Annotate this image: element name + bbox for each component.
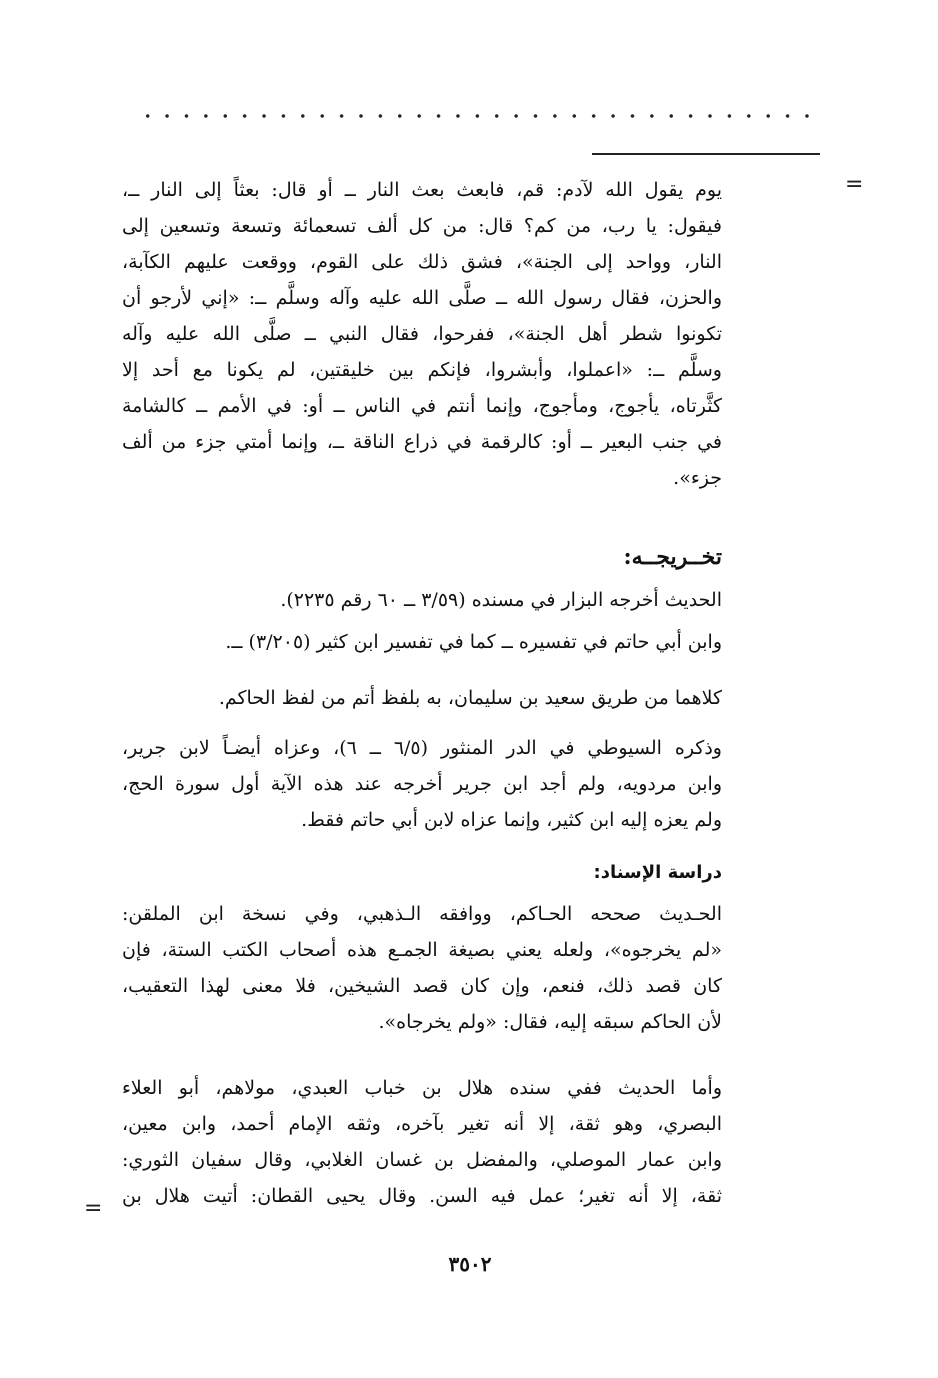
text-line: وابن أبي حاتم في تفسيره ــ كما في تفسير ابن كثير (٣/٢٠٥) ــ. [225, 631, 722, 653]
footnote-rule [592, 153, 820, 155]
text-line: الحـديث صححه الحـاكم، ووافقه الـذهبي، وفي نسخة ابن الملقن: [122, 903, 722, 925]
takhrij-heading: تخــريجــه: [623, 544, 722, 570]
text-line: وابن مردويه، ولم أجد ابن جرير أخرجه عند هذه الآية أول سورة الحج، [122, 773, 722, 795]
text-line: كلاهما من طريق سعيد بن سليمان، به بلفظ أتم من لفظ الحاكم. [218, 687, 722, 709]
text-line: في جنب البعير ــ أو: كالرقمة في ذراع الناقة ــ، وإنما أمتي جزء من ألف [122, 431, 722, 453]
text-line: والحزن، فقال رسول الله ــ صلَّى الله عليه وآله وسلَّم ــ: «إني لأرجو أن [122, 287, 722, 309]
page-number: ٣٥٠٢ [448, 1252, 492, 1276]
text-line: تكونوا شطر أهل الجنة»، ففرحوا، فقال النبي ــ صلَّى الله عليه وآله [122, 323, 722, 345]
takhrij-text [122, 582, 722, 618]
continuation-marker-bottom: = [84, 1196, 103, 1221]
text-line: ولم يعزه إليه ابن كثير، وإنما عزاه لابن أبي حاتم فقط. [301, 809, 722, 831]
text-line: ثقة، إلا أنه تغير؛ عمل فيه السن. وقال يحيى القطان: أتيت هلال بن [122, 1185, 722, 1207]
text-line: لأن الحاكم سبقه إليه، فقال: «ولم يخرجاه». [378, 1011, 722, 1033]
text-line: وذكره السيوطي في الدر المنثور (٦/٥ ــ ٦)، وعزاه أيضـاً لابن جرير، [122, 737, 722, 759]
text-line: وابن عمار الموصلي، والمفضل بن غسان الغلابي، وقال سفيان الثوري: [122, 1149, 722, 1171]
text-line: يوم يقول الله لآدم: قم، فابعث بعث النار ــ أو قال: بعثاً إلى النار ــ، [122, 179, 722, 201]
isnad-paragraph [122, 1070, 722, 1214]
takhrij-text [122, 624, 722, 660]
isnad-paragraph [122, 896, 722, 1040]
dotted-separator [138, 110, 818, 122]
continuation-marker-top: = [845, 172, 864, 197]
hadith-text [122, 172, 722, 496]
text-line: وأما الحديث ففي سنده هلال بن خباب العبدي، مولاهم، أبو العلاء [122, 1077, 722, 1099]
text-line: كثَّرتاه، يأجوج، ومأجوج، وإنما أنتم في الناس ــ أو: في الأمم ــ كالشامة [122, 395, 722, 417]
text-line: كان قصد ذلك، فنعم، وإن كان قصد الشيخين، فلا معنى لهذا التعقيب، [122, 975, 722, 997]
text-line: البصري، وهو ثقة، إلا أنه تغير بآخره، وثقه الإمام أحمد، وابن معين، [122, 1113, 722, 1135]
takhrij-text [122, 680, 722, 716]
text-line: «لم يخرجوه»، ولعله يعني بصيغة الجمـع هذه أصحاب الكتب الستة، فإن [122, 939, 722, 961]
text-line: الحديث أخرجه البزار في مسنده (٣/٥٩ ــ ٦٠ رقم ٢٢٣٥). [280, 589, 722, 611]
isnad-heading: دراسة الإسناد: [593, 862, 722, 883]
text-line: النار، وواحد إلى الجنة»، فشق ذلك على القوم، ووقعت عليهم الكآبة، [122, 251, 722, 273]
text-line: وسلَّم ــ: «اعملوا، وأبشروا، فإنكم بين خليقتين، لم يكونا مع أحد إلا [122, 359, 722, 381]
text-line: فيقول: يا رب، من كم؟ قال: من كل ألف تسعمائة وتسعة وتسعين إلى [122, 215, 722, 237]
text-line: جزء». [673, 467, 722, 489]
takhrij-paragraph [122, 730, 722, 838]
